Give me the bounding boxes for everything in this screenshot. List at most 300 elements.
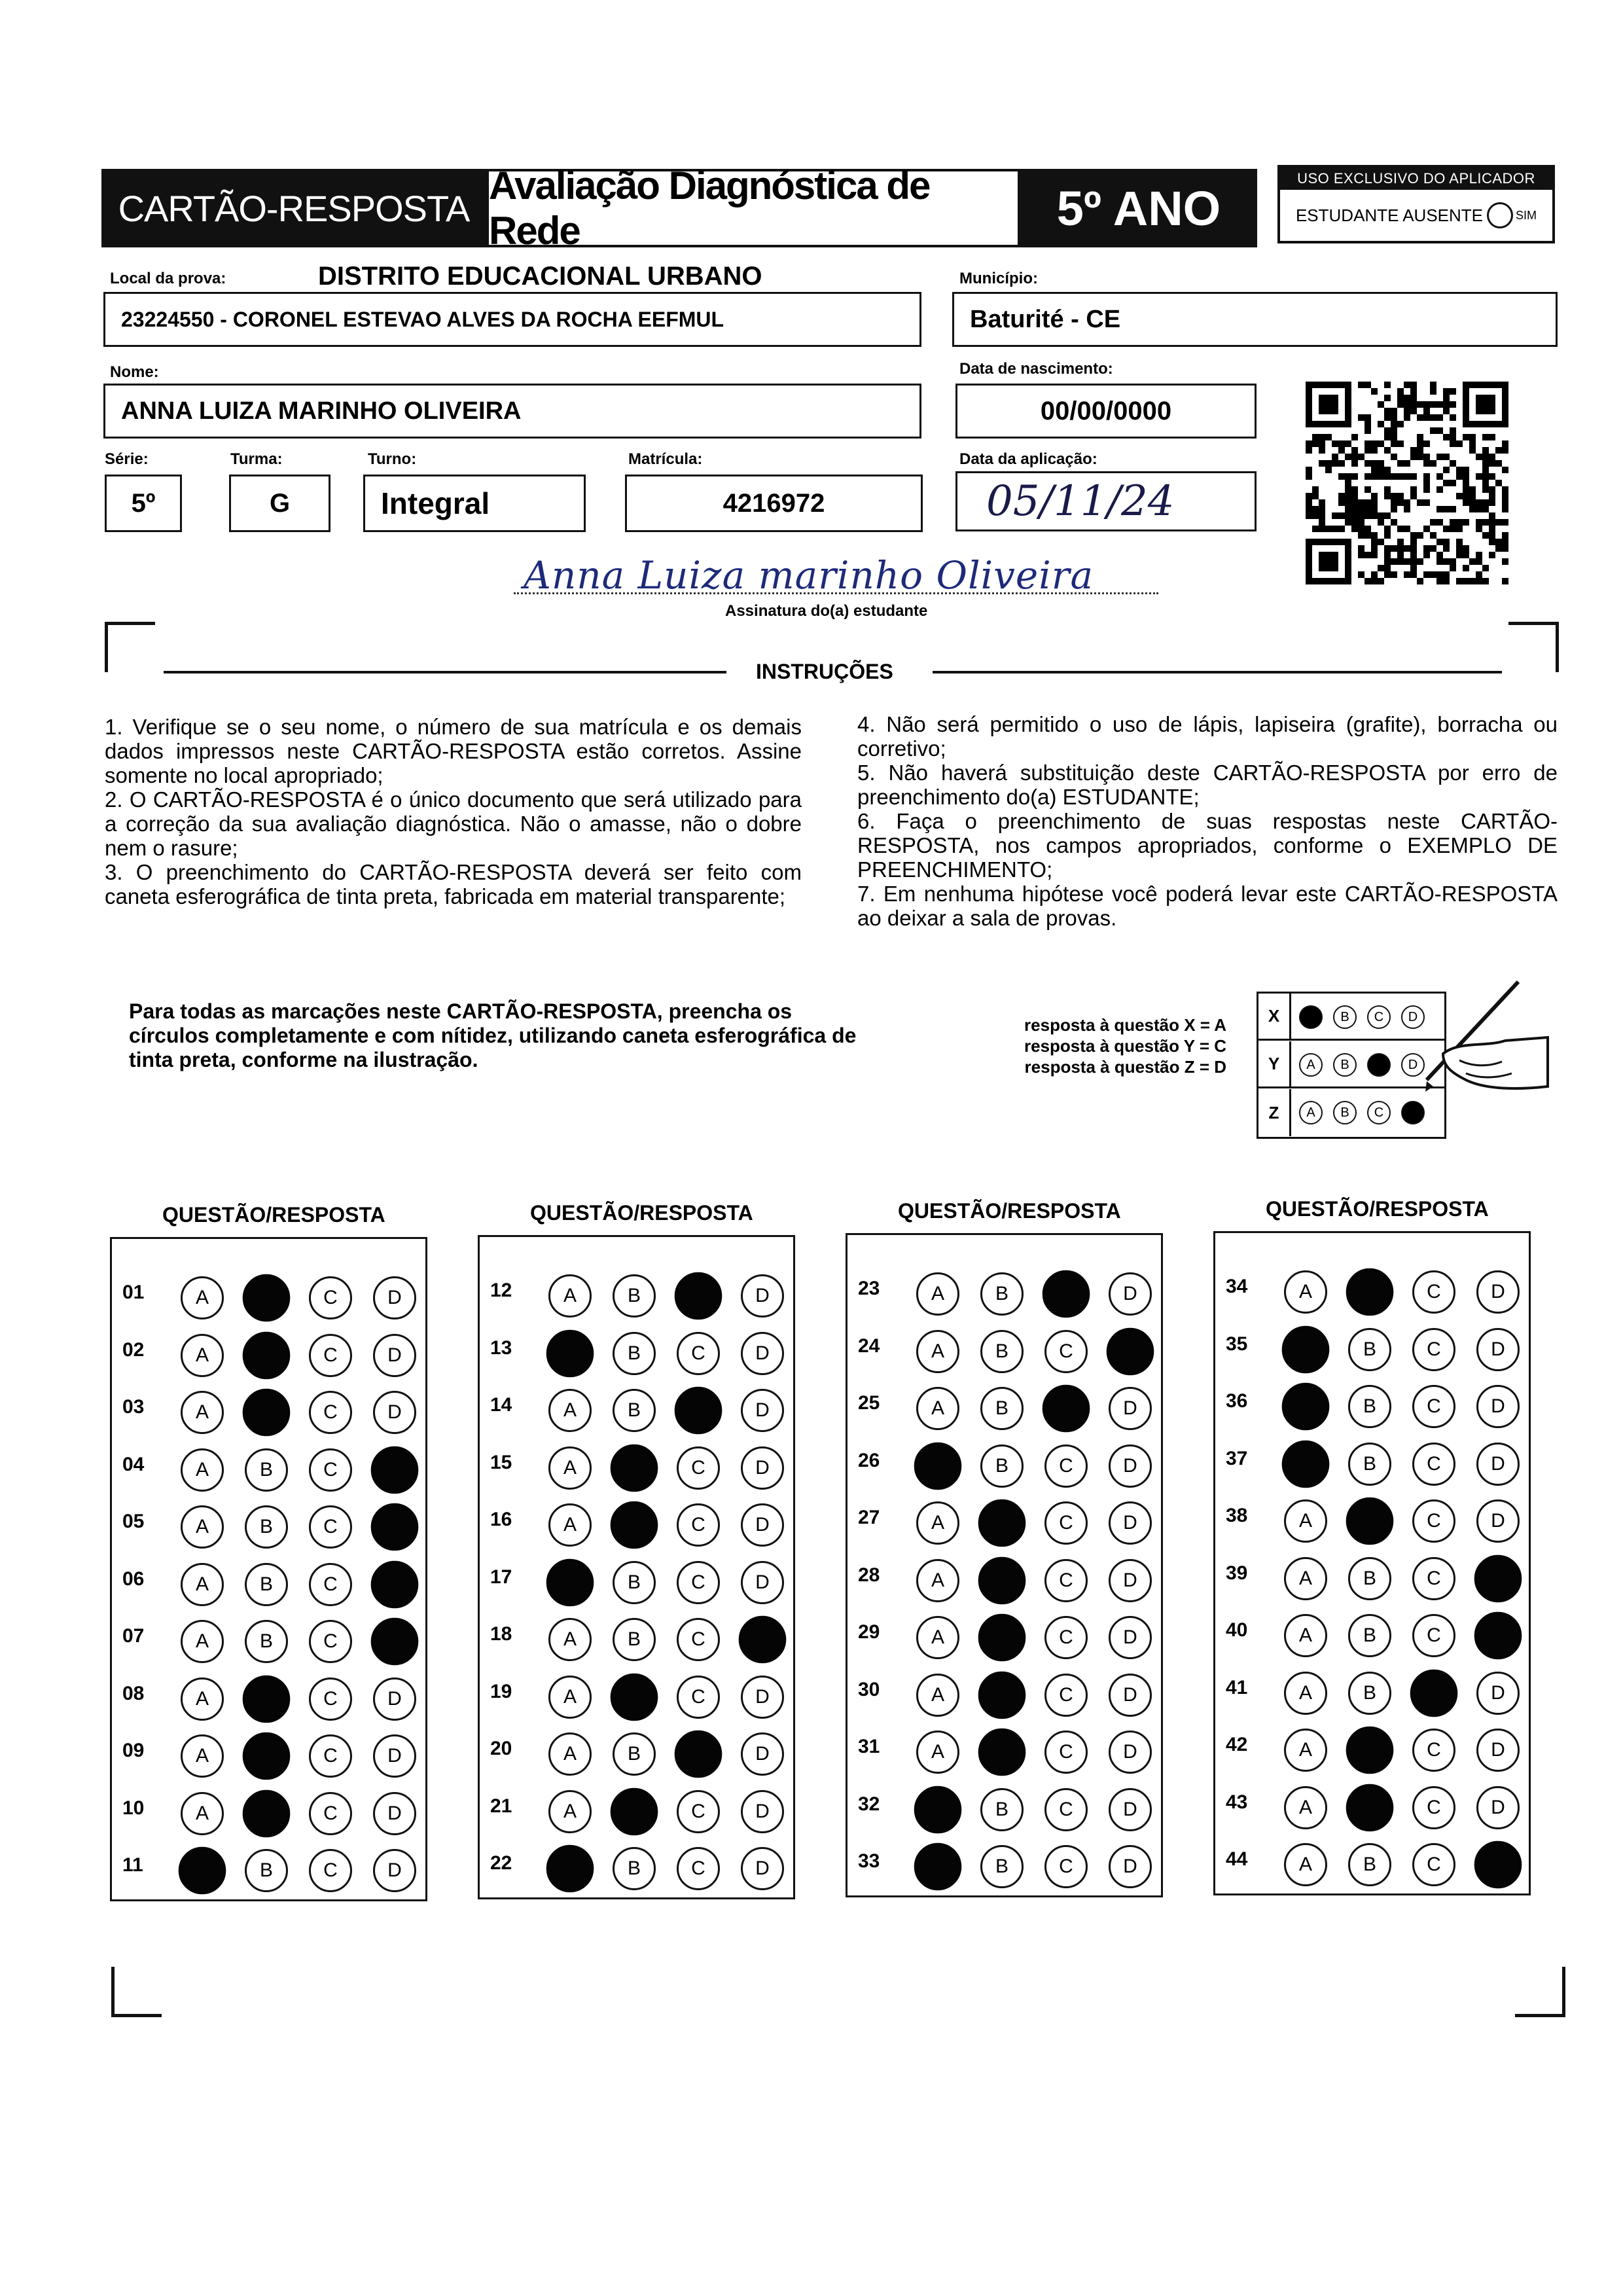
answer-bubble-a[interactable]: A: [1284, 1729, 1327, 1772]
answer-column-title: QUESTÃO/RESPOSTA: [1266, 1197, 1489, 1221]
question-number: 32: [858, 1793, 880, 1815]
answer-bubble-d[interactable]: D: [1109, 1674, 1152, 1717]
answer-bubble-c[interactable]: C: [1412, 1729, 1455, 1772]
municipio-field: [952, 292, 1558, 347]
question-row: [847, 1265, 1161, 1310]
answer-column: [110, 1237, 427, 1901]
answer-bubble-b[interactable]: [243, 1789, 291, 1837]
answer-bubble-d[interactable]: D: [373, 1276, 416, 1319]
answer-bubble-b[interactable]: [978, 1556, 1026, 1604]
answer-bubble-b[interactable]: B: [980, 1845, 1024, 1888]
answer-bubble-b[interactable]: [243, 1274, 291, 1322]
serie-field: [105, 475, 182, 532]
answer-bubble-d[interactable]: [371, 1446, 419, 1494]
answer-bubble-a[interactable]: A: [181, 1563, 224, 1606]
answer-bubble-b[interactable]: [978, 1614, 1026, 1662]
question-number: 35: [1226, 1333, 1248, 1355]
answer-bubble-b[interactable]: B: [245, 1505, 288, 1549]
answer-bubble-c[interactable]: C: [1412, 1557, 1455, 1600]
answer-bubble-c[interactable]: C: [1412, 1385, 1455, 1428]
example-bubble-b: B: [1333, 1053, 1357, 1077]
answer-bubble-c[interactable]: C: [677, 1446, 720, 1490]
aplicacao-label: Data da aplicação:: [959, 450, 1097, 468]
answer-bubble-b[interactable]: [611, 1444, 658, 1492]
applicator-label: USO EXCLUSIVO DO APLICADOR: [1280, 168, 1552, 190]
instruction-item: 6. Faça o preenchimento de suas respostas neste CARTÃO-RESPOSTA, nos campos apropriados, conforme o EXEMPLO DE PREENCHIMENTO;: [857, 809, 1558, 882]
answer-bubble-b[interactable]: B: [980, 1272, 1024, 1316]
answer-bubble-c[interactable]: C: [1412, 1270, 1455, 1314]
answer-bubble-a[interactable]: A: [548, 1274, 592, 1318]
question-row: [480, 1324, 793, 1370]
question-number: 07: [122, 1625, 145, 1647]
answer-bubble-a[interactable]: A: [916, 1387, 959, 1430]
answer-bubble-d[interactable]: D: [741, 1503, 784, 1547]
answer-bubble-a[interactable]: A: [1284, 1614, 1327, 1657]
question-row: [480, 1782, 793, 1828]
answer-bubble-a[interactable]: A: [181, 1620, 224, 1663]
answer-bubble-b[interactable]: [611, 1501, 658, 1549]
question-number: 01: [122, 1282, 145, 1303]
answer-bubble-d[interactable]: [371, 1618, 419, 1666]
answer-bubble-b[interactable]: B: [980, 1330, 1024, 1373]
question-number: 16: [490, 1509, 512, 1530]
answer-bubble-c[interactable]: C: [677, 1790, 720, 1833]
answer-bubble-d[interactable]: D: [741, 1790, 784, 1833]
answer-bubble-b[interactable]: [978, 1499, 1026, 1547]
answer-bubble-a[interactable]: A: [916, 1272, 959, 1316]
question-row: [1215, 1263, 1529, 1308]
instruction-item: 1. Verifique se o seu nome, o número de sua matrícula e os demais dados impressos neste CARTÃO-RESPOSTA estão corretos. Assine somente no local apropriado;: [105, 715, 802, 787]
answer-bubble-b[interactable]: B: [1348, 1672, 1391, 1715]
answer-bubble-a[interactable]: [914, 1785, 962, 1833]
answer-bubble-b[interactable]: [978, 1729, 1026, 1776]
exam-title: Avaliação Diagnóstica de Rede: [486, 169, 1020, 247]
answer-bubble-b[interactable]: B: [1348, 1557, 1391, 1600]
answer-bubble-d[interactable]: D: [1476, 1729, 1520, 1772]
question-row: [1215, 1377, 1529, 1423]
nome-value: ANNA LUIZA MARINHO OLIVEIRA: [121, 397, 522, 425]
answer-bubble-c[interactable]: C: [1412, 1843, 1455, 1886]
answer-bubble-a[interactable]: A: [181, 1334, 224, 1377]
answer-bubble-b[interactable]: B: [980, 1387, 1024, 1430]
answer-bubble-a[interactable]: A: [1284, 1270, 1327, 1314]
answer-bubble-d[interactable]: D: [741, 1332, 784, 1375]
answer-bubble-d[interactable]: D: [741, 1389, 784, 1432]
question-number: 02: [122, 1338, 145, 1361]
answer-bubble-c[interactable]: C: [677, 1618, 720, 1661]
question-row: [1215, 1549, 1529, 1595]
question-number: 03: [122, 1396, 145, 1418]
answer-bubble-c[interactable]: C: [677, 1676, 720, 1719]
answer-bubble-b[interactable]: B: [1348, 1328, 1391, 1371]
turno-value: Integral: [381, 486, 490, 520]
answer-bubble-c[interactable]: C: [1044, 1788, 1088, 1831]
answer-bubble-c[interactable]: C: [309, 1276, 352, 1319]
serie-label: Série:: [105, 450, 149, 468]
question-row: [847, 1666, 1161, 1712]
question-row: [847, 1494, 1161, 1539]
answer-bubble-d[interactable]: D: [1109, 1731, 1152, 1774]
answer-bubble-a[interactable]: A: [181, 1677, 224, 1721]
answer-bubble-d[interactable]: D: [1109, 1444, 1152, 1488]
question-row: [1215, 1320, 1529, 1366]
turma-value: G: [269, 488, 291, 518]
instruction-item: 4. Não será permitido o uso de lápis, lapiseira (grafite), borracha ou corretivo;: [857, 712, 1558, 761]
question-number: 06: [122, 1568, 145, 1590]
example-bubble-a: A: [1299, 1053, 1323, 1077]
answer-bubble-a[interactable]: A: [181, 1391, 224, 1434]
answer-bubble-a[interactable]: [546, 1329, 594, 1377]
question-row: [112, 1670, 425, 1715]
question-row: [480, 1839, 793, 1885]
answer-bubble-c[interactable]: C: [1412, 1499, 1455, 1543]
answer-bubble-c[interactable]: C: [309, 1849, 352, 1892]
aplicacao-value: 05/11/24: [986, 477, 1175, 526]
question-row: [112, 1841, 425, 1887]
answer-bubble-b[interactable]: B: [980, 1788, 1024, 1831]
answer-bubble-d[interactable]: D: [373, 1391, 416, 1434]
answer-bubble-a[interactable]: A: [916, 1674, 959, 1717]
answer-column-title: QUESTÃO/RESPOSTA: [898, 1199, 1121, 1223]
answer-column: [1213, 1231, 1531, 1895]
answer-bubble-d[interactable]: [1474, 1612, 1522, 1660]
applicator-box: [1277, 165, 1555, 243]
example-legend-item: resposta à questão Z = D: [1024, 1057, 1227, 1077]
corner-mark-bottom-left: [111, 1967, 162, 2017]
answer-column: [478, 1235, 795, 1899]
answer-bubble-c[interactable]: C: [677, 1847, 720, 1890]
question-number: 12: [490, 1280, 512, 1301]
fill-note: Para todas as marcações neste CARTÃO-RESPOSTA, preencha os círculos completamente e com nítidez, utilizando caneta esferográfica de tinta preta, conforme na ilustração.: [129, 999, 857, 1071]
question-row: [112, 1383, 425, 1429]
answer-bubble-d[interactable]: [1107, 1327, 1154, 1375]
answer-bubble-b[interactable]: [243, 1331, 291, 1379]
answer-bubble-c[interactable]: [675, 1272, 722, 1320]
absent-label: ESTUDANTE AUSENTE: [1295, 205, 1484, 225]
question-number: 24: [858, 1335, 880, 1357]
question-number: 31: [858, 1736, 880, 1757]
example-bubble-b: B: [1333, 1005, 1357, 1029]
instruction-item: 2. O CARTÃO-RESPOSTA é o único documento que será utilizado para a correção da sua avaliação diagnóstica. Não o amasse, não o dobre nem o rasure;: [105, 787, 802, 860]
answer-bubble-a[interactable]: A: [548, 1790, 592, 1833]
answer-bubble-d[interactable]: D: [1476, 1385, 1520, 1428]
answer-bubble-b[interactable]: B: [1348, 1385, 1391, 1428]
question-number: 05: [122, 1511, 145, 1532]
question-number: 25: [858, 1392, 880, 1414]
answer-bubble-d[interactable]: D: [741, 1561, 784, 1604]
question-number: 20: [490, 1738, 512, 1759]
question-number: 10: [122, 1797, 145, 1819]
answer-bubble-a[interactable]: A: [916, 1616, 959, 1659]
answer-bubble-c[interactable]: C: [1412, 1328, 1455, 1371]
answer-bubble-c[interactable]: [1043, 1270, 1090, 1318]
question-number: 30: [858, 1678, 880, 1700]
answer-bubble-c[interactable]: C: [309, 1391, 352, 1434]
absent-bubble[interactable]: [1487, 202, 1513, 228]
answer-bubble-c[interactable]: C: [309, 1334, 352, 1377]
question-row: [112, 1555, 425, 1601]
answer-bubble-a[interactable]: A: [1284, 1557, 1327, 1600]
answer-bubble-a[interactable]: [1282, 1440, 1330, 1488]
answer-bubble-d[interactable]: D: [1476, 1443, 1520, 1486]
answer-bubble-a[interactable]: A: [548, 1618, 592, 1661]
question-number: 44: [1226, 1848, 1248, 1870]
question-number: 22: [490, 1852, 512, 1874]
answer-bubble-b[interactable]: B: [1348, 1443, 1391, 1486]
answer-bubble-b[interactable]: [1346, 1498, 1394, 1545]
answer-bubble-b[interactable]: B: [980, 1444, 1024, 1488]
answer-bubble-a[interactable]: A: [548, 1389, 592, 1432]
question-row: [847, 1322, 1161, 1368]
answer-bubble-c[interactable]: C: [1412, 1786, 1455, 1829]
answer-bubble-d[interactable]: D: [741, 1676, 784, 1719]
example-row-key: Z: [1258, 1089, 1291, 1136]
answer-bubble-a[interactable]: A: [916, 1731, 959, 1774]
matricula-field: [625, 475, 923, 532]
local-district: DISTRITO EDUCACIONAL URBANO: [318, 262, 762, 291]
answer-bubble-a[interactable]: A: [1284, 1499, 1327, 1543]
answer-bubble-d[interactable]: D: [373, 1334, 416, 1377]
answer-bubble-d[interactable]: D: [1109, 1272, 1152, 1316]
answer-bubble-d[interactable]: D: [1109, 1788, 1152, 1831]
question-row: [480, 1553, 793, 1599]
answer-bubble-b[interactable]: B: [245, 1448, 288, 1492]
answer-bubble-c[interactable]: [1410, 1669, 1458, 1717]
nascimento-value: 00/00/0000: [1040, 396, 1172, 425]
example-legend-item: resposta à questão Y = C: [1024, 1036, 1227, 1056]
turma-field: [229, 475, 330, 532]
answer-bubble-d[interactable]: D: [1109, 1616, 1152, 1659]
answer-bubble-d[interactable]: D: [1476, 1786, 1520, 1829]
answer-bubble-a[interactable]: A: [916, 1559, 959, 1602]
answer-bubble-d[interactable]: [1474, 1841, 1522, 1889]
answer-bubble-c[interactable]: C: [1044, 1731, 1088, 1774]
question-number: 18: [490, 1623, 512, 1645]
answer-bubble-b[interactable]: [1346, 1727, 1394, 1774]
answer-bubble-b[interactable]: B: [613, 1389, 656, 1432]
question-row: [847, 1608, 1161, 1654]
example-bubble-a: A: [1299, 1101, 1323, 1124]
answer-bubble-c[interactable]: [1043, 1385, 1090, 1433]
answer-bubble-a[interactable]: A: [1284, 1786, 1327, 1829]
example-bubble-a: [1299, 1005, 1323, 1029]
question-number: 17: [490, 1566, 512, 1588]
question-number: 40: [1226, 1619, 1248, 1641]
answer-bubble-a[interactable]: [546, 1558, 594, 1606]
example-bubble-c: [1367, 1053, 1391, 1077]
answer-bubble-d[interactable]: D: [1109, 1559, 1152, 1602]
local-label: Local da prova:: [110, 270, 226, 287]
answer-bubble-a[interactable]: A: [1284, 1672, 1327, 1715]
answer-bubble-a[interactable]: A: [916, 1330, 959, 1373]
answer-bubble-b[interactable]: [1346, 1268, 1394, 1316]
answer-bubble-a[interactable]: A: [1284, 1843, 1327, 1886]
turma-label: Turma:: [230, 450, 283, 468]
question-row: [1215, 1606, 1529, 1652]
serie-value: 5º: [131, 488, 156, 518]
answer-bubble-a[interactable]: A: [548, 1503, 592, 1547]
question-number: 36: [1226, 1390, 1248, 1412]
nome-field: [103, 384, 921, 439]
answer-bubble-c[interactable]: C: [309, 1505, 352, 1549]
answer-bubble-d[interactable]: [371, 1560, 419, 1608]
answer-bubble-a[interactable]: [546, 1845, 594, 1893]
instructions-rule-left: [164, 671, 726, 673]
card-title: CARTÃO-RESPOSTA: [101, 169, 486, 247]
answer-bubble-a[interactable]: [1282, 1325, 1330, 1373]
answer-bubble-c[interactable]: C: [1044, 1501, 1088, 1545]
corner-mark-top-right: [1508, 622, 1559, 672]
answer-bubble-c[interactable]: C: [677, 1332, 720, 1375]
question-row: [112, 1498, 425, 1543]
answer-bubble-d[interactable]: D: [373, 1677, 416, 1721]
answer-bubble-c[interactable]: [675, 1731, 722, 1778]
qr-code: [1306, 382, 1508, 584]
answer-bubble-a[interactable]: [1282, 1383, 1330, 1431]
question-row: [847, 1551, 1161, 1597]
question-row: [480, 1439, 793, 1484]
question-row: [847, 1379, 1161, 1425]
answer-bubble-d[interactable]: [371, 1503, 419, 1551]
question-row: [1215, 1721, 1529, 1767]
answer-bubble-b[interactable]: B: [1348, 1843, 1391, 1886]
example-bubble-c: C: [1367, 1005, 1391, 1029]
question-row: [112, 1268, 425, 1314]
answer-bubble-a[interactable]: A: [181, 1792, 224, 1835]
answer-bubble-c[interactable]: C: [1044, 1444, 1088, 1488]
answer-bubble-b[interactable]: [611, 1787, 658, 1835]
answer-bubble-d[interactable]: D: [1109, 1501, 1152, 1545]
answer-bubble-c[interactable]: C: [1044, 1330, 1088, 1373]
absent-row: [1280, 190, 1552, 241]
answer-bubble-b[interactable]: [611, 1673, 658, 1721]
answer-bubble-d[interactable]: D: [1476, 1270, 1520, 1314]
answer-bubble-b[interactable]: [243, 1675, 291, 1723]
answer-bubble-c[interactable]: C: [1412, 1614, 1455, 1657]
question-row: [112, 1441, 425, 1486]
example-row-key: Y: [1258, 1041, 1291, 1086]
answer-bubble-d[interactable]: D: [1109, 1387, 1152, 1430]
answer-bubble-a[interactable]: [179, 1847, 226, 1895]
answer-bubble-d[interactable]: D: [741, 1274, 784, 1318]
absent-yes-label: SIM: [1516, 208, 1537, 222]
answer-column-title: QUESTÃO/RESPOSTA: [530, 1201, 753, 1225]
answer-bubble-b[interactable]: B: [613, 1847, 656, 1890]
answer-bubble-d[interactable]: D: [1476, 1499, 1520, 1543]
question-row: [480, 1668, 793, 1713]
answer-bubble-b[interactable]: [243, 1389, 291, 1437]
local-school-value: 23224550 - CORONEL ESTEVAO ALVES DA ROCHA EEFMUL: [121, 307, 724, 331]
answer-bubble-c[interactable]: C: [309, 1620, 352, 1663]
example-row-key: X: [1258, 994, 1291, 1039]
question-row: [480, 1610, 793, 1656]
answer-bubble-c[interactable]: C: [309, 1448, 352, 1492]
answer-bubble-b[interactable]: B: [613, 1561, 656, 1604]
signature-handwriting: Anna Luiza marinho Oliveira: [524, 553, 1094, 598]
answer-bubble-d[interactable]: D: [373, 1734, 416, 1778]
answer-bubble-d[interactable]: D: [1476, 1328, 1520, 1371]
answer-bubble-b[interactable]: B: [613, 1274, 656, 1318]
answer-bubble-a[interactable]: A: [181, 1505, 224, 1549]
answer-bubble-c[interactable]: C: [1412, 1443, 1455, 1486]
answer-bubble-b[interactable]: B: [613, 1618, 656, 1661]
answer-bubble-a[interactable]: [914, 1442, 962, 1490]
instructions-right: [857, 712, 1558, 930]
answer-bubble-d[interactable]: [739, 1616, 787, 1664]
answer-bubble-a[interactable]: A: [181, 1276, 224, 1319]
question-number: 29: [858, 1621, 880, 1643]
answer-bubble-d[interactable]: D: [373, 1792, 416, 1835]
answer-bubble-b[interactable]: B: [613, 1332, 656, 1375]
question-row: [1215, 1492, 1529, 1537]
answer-bubble-c[interactable]: C: [309, 1792, 352, 1835]
instructions-rule-right: [933, 671, 1502, 673]
answer-bubble-a[interactable]: A: [548, 1676, 592, 1719]
corner-mark-top-left: [105, 622, 155, 672]
answer-bubble-c[interactable]: [675, 1387, 722, 1435]
answer-bubble-b[interactable]: B: [245, 1849, 288, 1892]
answer-bubble-b[interactable]: B: [245, 1563, 288, 1606]
answer-bubble-d[interactable]: D: [741, 1446, 784, 1490]
answer-bubble-b[interactable]: B: [1348, 1614, 1391, 1657]
question-row: [1215, 1835, 1529, 1881]
answer-bubble-c[interactable]: C: [1044, 1559, 1088, 1602]
question-row: [1215, 1778, 1529, 1824]
answer-bubble-c[interactable]: C: [1044, 1674, 1088, 1717]
answer-bubble-c[interactable]: C: [309, 1734, 352, 1778]
question-number: 37: [1226, 1447, 1248, 1469]
matricula-value: 4216972: [722, 488, 825, 518]
answer-bubble-d[interactable]: D: [1476, 1672, 1520, 1715]
question-number: 34: [1226, 1276, 1248, 1297]
instruction-item: 5. Não haverá substituição deste CARTÃO-RESPOSTA por erro de preenchimento do(a) ESTUDANTE;: [857, 761, 1558, 809]
matricula-label: Matrícula:: [628, 450, 703, 468]
answer-bubble-a[interactable]: A: [548, 1446, 592, 1490]
answer-bubble-d[interactable]: D: [741, 1732, 784, 1776]
answer-bubble-d[interactable]: D: [373, 1849, 416, 1892]
answer-bubble-b[interactable]: B: [245, 1620, 288, 1663]
answer-bubble-c[interactable]: C: [309, 1563, 352, 1606]
corner-mark-bottom-right: [1515, 1967, 1565, 2017]
local-school-field: [103, 292, 921, 347]
answer-bubble-b[interactable]: [1346, 1784, 1394, 1831]
question-number: 11: [122, 1854, 143, 1876]
question-row: [847, 1437, 1161, 1482]
answer-bubble-a[interactable]: A: [916, 1501, 959, 1545]
answer-bubble-c[interactable]: C: [677, 1503, 720, 1547]
answer-bubble-a[interactable]: A: [548, 1732, 592, 1776]
answer-bubble-c[interactable]: C: [1044, 1616, 1088, 1659]
answer-column-title: QUESTÃO/RESPOSTA: [162, 1203, 385, 1227]
question-number: 13: [490, 1336, 512, 1359]
question-row: [112, 1784, 425, 1830]
answer-bubble-b[interactable]: [978, 1671, 1026, 1719]
signature-label: Assinatura do(a) estudante: [725, 602, 928, 620]
answer-bubble-a[interactable]: A: [181, 1734, 224, 1778]
answer-bubble-d[interactable]: D: [741, 1847, 784, 1890]
answer-bubble-d[interactable]: D: [1109, 1845, 1152, 1888]
example-bubble-c: C: [1367, 1101, 1391, 1124]
answer-bubble-c[interactable]: C: [1044, 1845, 1088, 1888]
answer-bubble-b[interactable]: [243, 1732, 291, 1780]
answer-bubble-c[interactable]: C: [309, 1677, 352, 1721]
answer-bubble-c[interactable]: C: [677, 1561, 720, 1604]
answer-bubble-d[interactable]: [1474, 1554, 1522, 1602]
answer-bubble-b[interactable]: B: [613, 1732, 656, 1776]
answer-bubble-a[interactable]: A: [181, 1448, 224, 1492]
question-number: 14: [490, 1394, 512, 1416]
answer-bubble-a[interactable]: [914, 1843, 962, 1891]
